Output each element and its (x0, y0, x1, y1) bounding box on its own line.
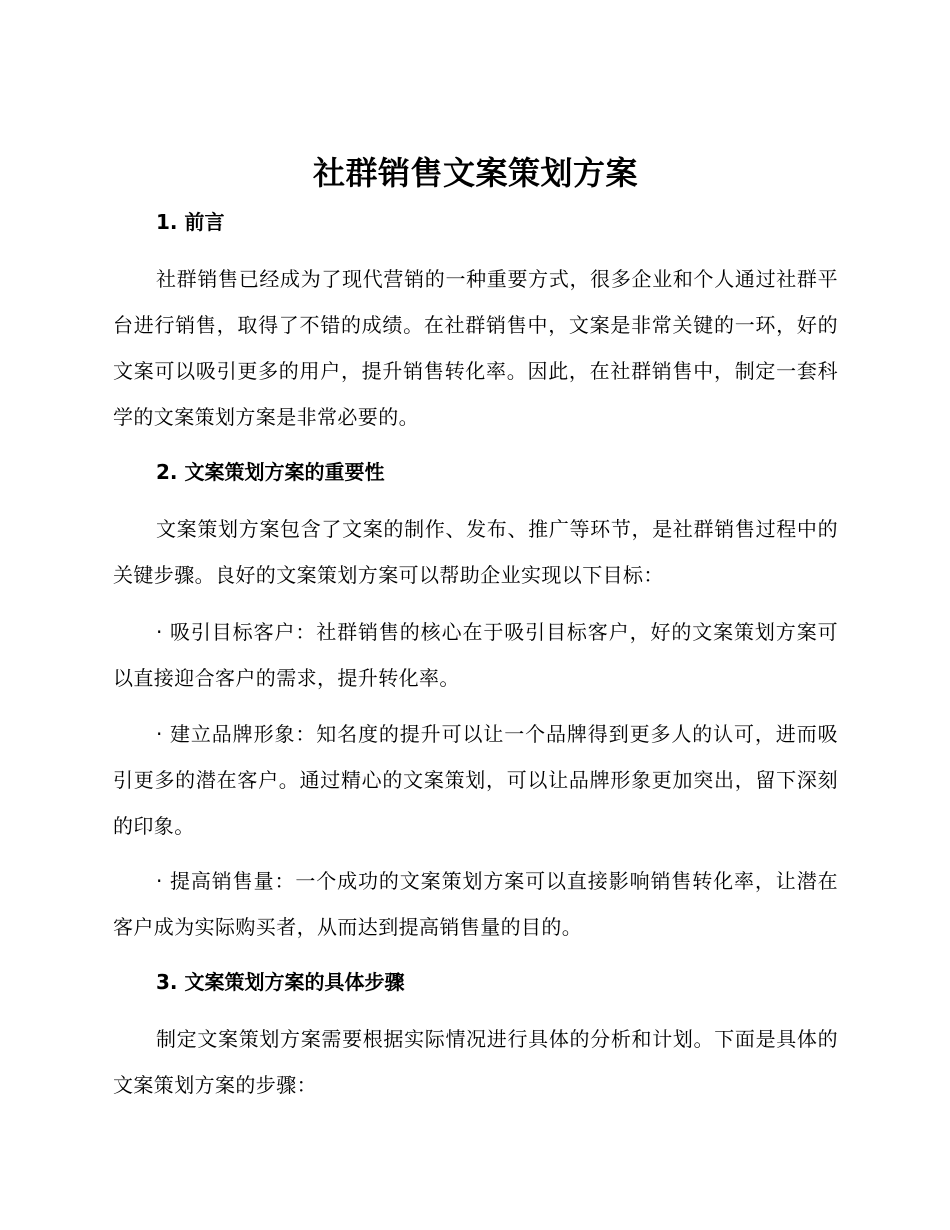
paragraph-preface: 社群销售已经成为了现代营销的一种重要方式，很多企业和个人通过社群平台进行销售，取得了不错的成绩。在社群销售中，文案是非常关键的一环，好的文案可以吸引更多的用户，提升销售转化率。因此，在社群销售中，制定一套科学的文案策划方案是非常必要的。 (113, 267, 838, 429)
section-heading-importance: 2. 文案策划方案的重要性 (156, 460, 385, 484)
paragraph-steps-intro: 制定文案策划方案需要根据实际情况进行具体的分析和计划。下面是具体的文案策划方案的步骤： (113, 1027, 838, 1097)
bullet-increase-sales: · 提高销售量：一个成功的文案策划方案可以直接影响销售转化率，让潜在客户成为实际购买者，从而达到提高销售量的目的。 (113, 869, 838, 939)
bullet-attract-customers: · 吸引目标客户：社群销售的核心在于吸引目标客户，好的文案策划方案可以直接迎合客户的需求，提升转化率。 (113, 620, 838, 690)
section-heading-steps: 3. 文案策划方案的具体步骤 (156, 970, 405, 994)
paragraph-importance-intro: 文案策划方案包含了文案的制作、发布、推广等环节，是社群销售过程中的关键步骤。良好的文案策划方案可以帮助企业实现以下目标： (113, 517, 838, 587)
section-heading-preface: 1. 前言 (156, 210, 225, 234)
document-title: 社群销售文案策划方案 (312, 154, 638, 192)
bullet-brand-image: · 建立品牌形象：知名度的提升可以让一个品牌得到更多人的认可，进而吸引更多的潜在客户。通过精心的文案策划，可以让品牌形象更加突出，留下深刻的印象。 (113, 722, 838, 838)
